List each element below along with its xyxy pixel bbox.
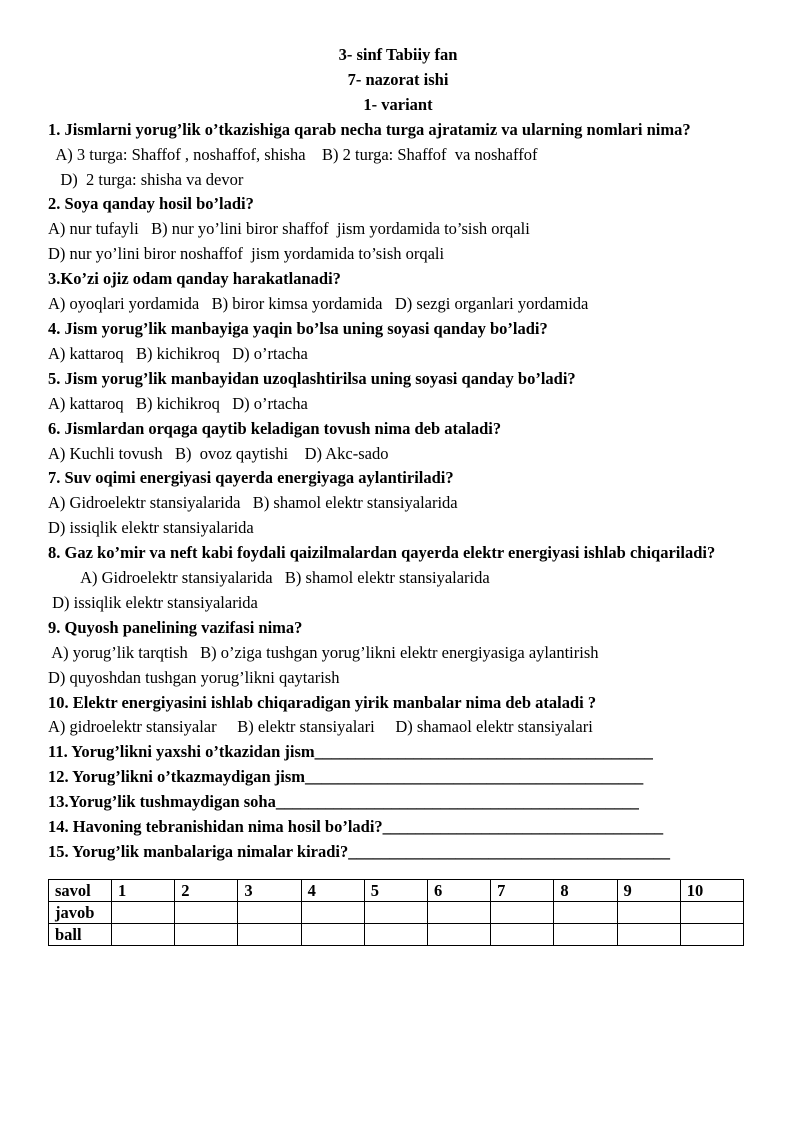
table-row [49, 879, 744, 901]
title-variant: 1- variant [363, 94, 433, 114]
table-header-cell: savol [49, 879, 112, 901]
question-3: 3.Ko’zi ojiz odam qanday harakatlanadi? [48, 269, 341, 289]
score-cell[interactable] [364, 923, 427, 945]
answer-options-2b: D) nur yo’lini biror noshaffof jism yordamida to’sish orqali [48, 244, 445, 264]
answer-options-6: A) Kuchli tovush B) ovoz qaytishi D) Akc-sado [48, 443, 389, 463]
question-4: 4. Jism yorug’lik manbayiga yaqin bo’lsa uning soyasi qanday bo’ladi? [48, 318, 548, 338]
table-header-cell: 1 [112, 879, 175, 901]
score-cell[interactable] [554, 923, 617, 945]
question-1: 1. Jismlarni yorug’lik o’tkazishiga qarab necha turga ajratamiz va ularning nomlari nima? [48, 119, 691, 139]
answer-cell[interactable] [427, 901, 490, 923]
fill-in-question-12: 12. Yorug’likni o’tkazmaydigan jism_________________________________________ [48, 767, 644, 787]
score-cell[interactable] [427, 923, 490, 945]
answer-table [48, 879, 744, 946]
table-row [49, 901, 744, 923]
answer-options-3: A) oyoqlari yordamida B) biror kimsa yordamida D) sezgi organlari yordamida [48, 294, 589, 314]
score-cell[interactable] [238, 923, 301, 945]
title-subject: 3- sinf Tabiiy fan [338, 45, 458, 64]
score-cell[interactable] [617, 923, 680, 945]
answer-cell[interactable] [364, 901, 427, 923]
table-header-cell: 4 [301, 879, 364, 901]
table-header-cell: 2 [175, 879, 238, 901]
answer-options-9a: A) yorug’lik tarqtish B) o’ziga tushgan yorug’likni elektr energiyasiga aylantirish [48, 642, 599, 662]
question-8-block [48, 541, 748, 591]
question-2: 2. Soya qanday hosil bo’ladi? [48, 194, 254, 214]
answer-cell[interactable] [491, 901, 554, 923]
question-5: 5. Jism yorug’lik manbayidan uzoqlashtirilsa uning soyasi qanday bo’ladi? [48, 368, 576, 388]
score-cell[interactable] [112, 923, 175, 945]
title-test-number: 7- nazorat ishi [347, 69, 449, 89]
question-9: 9. Quyosh panelining vazifasi nima? [48, 617, 303, 637]
score-cell[interactable] [680, 923, 743, 945]
answer-options-2a: A) nur tufayli B) nur yo’lini biror shaffof jism yordamida to’sish orqali [48, 219, 530, 239]
answer-cell[interactable] [301, 901, 364, 923]
answer-options-7a: A) Gidroelektr stansiyalarida B) shamol elektr stansiyalarida [48, 493, 458, 513]
table-header-cell: 5 [364, 879, 427, 901]
worksheet [48, 43, 748, 946]
answer-cell[interactable] [175, 901, 238, 923]
score-cell[interactable] [301, 923, 364, 945]
answer-cell[interactable] [617, 901, 680, 923]
question-7: 7. Suv oqimi energiyasi qayerda energiyaga aylantiriladi? [48, 468, 454, 488]
question-6: 6. Jismlardan orqaga qaytib keladigan tovush nima deb ataladi? [48, 418, 502, 438]
answer-options-1b: D) 2 turga: shisha va devor [48, 169, 244, 189]
table-row-label: ball [49, 923, 112, 945]
score-cell[interactable] [491, 923, 554, 945]
answer-options-5: A) kattaroq B) kichikroq D) o’rtacha [48, 393, 308, 413]
score-cell[interactable] [175, 923, 238, 945]
answer-cell[interactable] [238, 901, 301, 923]
answer-options-10: A) gidroelektr stansiyalar B) elektr stansiyalari D) shamaol elektr stansiyalari [48, 717, 593, 737]
answer-options-8b: D) issiqlik elektr stansiyalarida [48, 592, 258, 612]
table-header-cell: 8 [554, 879, 617, 901]
fill-in-question-15: 15. Yorug’lik manbalariga nimalar kiradi?_______________________________________ [48, 842, 670, 861]
table-header-cell: 6 [427, 879, 490, 901]
question-10: 10. Elektr energiyasini ishlab chiqaradigan yirik manbalar nima deb ataladi ? [48, 692, 597, 712]
fill-in-question-13: 13.Yorug’lik tushmaydigan soha____________________________________________ [48, 792, 639, 812]
fill-in-question-14: 14. Havoning tebranishidan nima hosil bo’ladi?__________________________________ [48, 817, 664, 837]
table-header-cell: 7 [491, 879, 554, 901]
answer-options-8a: A) Gidroelektr stansiyalarida B) shamol elektr stansiyalarida [48, 568, 490, 588]
answer-options-1a: A) 3 turga: Shaffof , noshaffof, shisha B) 2 turga: Shaffof va noshaffof [48, 144, 538, 164]
answer-options-7b: D) issiqlik elektr stansiyalarida [48, 518, 254, 538]
fill-in-question-11: 11. Yorug’likni yaxshi o’tkazidan jism_________________________________________ [48, 742, 653, 762]
table-header-cell: 9 [617, 879, 680, 901]
answer-cell[interactable] [112, 901, 175, 923]
table-row [49, 923, 744, 945]
question-8: 8. Gaz ko’mir va neft kabi foydali qaizilmalardan qayerda elektr energiyasi ishlab chiqariladi? [48, 543, 716, 563]
answer-cell[interactable] [554, 901, 617, 923]
answer-options-4: A) kattaroq B) kichikroq D) o’rtacha [48, 343, 308, 363]
answer-cell[interactable] [680, 901, 743, 923]
answer-options-9b: D) quyoshdan tushgan yorug’likni qaytarish [48, 667, 340, 687]
table-row-label: javob [49, 901, 112, 923]
table-header-cell: 10 [680, 879, 743, 901]
table-header-cell: 3 [238, 879, 301, 901]
